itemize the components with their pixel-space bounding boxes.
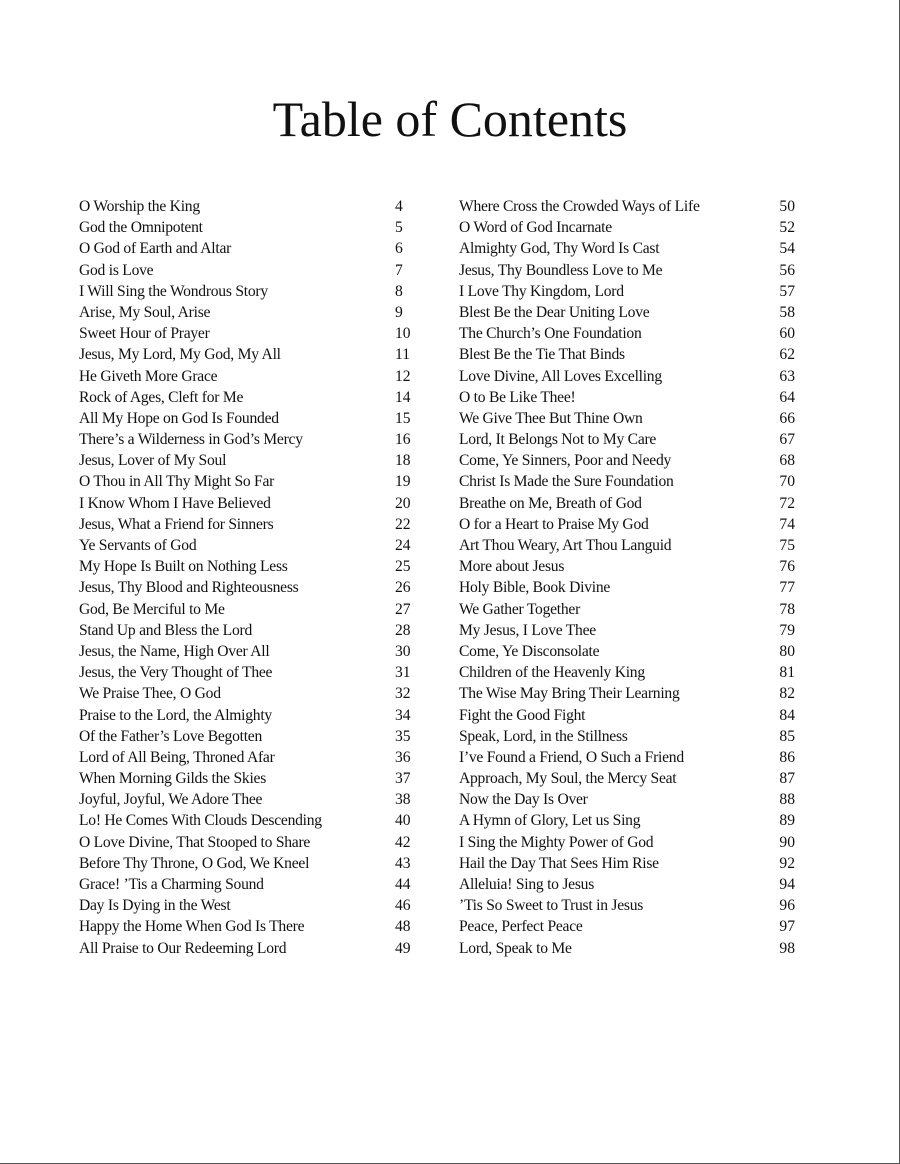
toc-entry: [79, 853, 409, 874]
toc-entry-title: God the Omnipotent: [79, 219, 203, 237]
toc-entry-title: Where Cross the Crowded Ways of Life: [459, 198, 700, 215]
toc-entry: [79, 789, 409, 810]
toc-entry-page: 56: [779, 261, 795, 279]
toc-entry-page: 75: [779, 537, 795, 554]
toc-entry: [79, 916, 409, 937]
toc-entry-title: Rock of Ages, Cleft for Me: [79, 388, 244, 406]
toc-entry: [459, 577, 795, 598]
toc-entry: [459, 853, 795, 874]
toc-entry-page: 67: [779, 431, 795, 449]
toc-entry-title: We Give Thee But Thine Own: [459, 409, 643, 427]
toc-entry-page: 80: [779, 642, 795, 660]
toc-entry-title: Come, Ye Sinners, Poor and Needy: [459, 452, 672, 470]
toc-left-column: [79, 196, 409, 959]
toc-entry-title: All Praise to Our Redeeming Lord: [79, 939, 287, 957]
toc-entry-title: God is Love: [79, 261, 154, 279]
toc-entry-title: I Love Thy Kingdom, Lord: [459, 282, 624, 300]
toc-entry-title: O Love Divine, That Stooped to Share: [79, 833, 311, 851]
toc-entry: [459, 641, 795, 662]
toc-entry-title: Children of the Heavenly King: [459, 664, 645, 682]
toc-entry: [459, 747, 795, 768]
toc-entry: [459, 514, 795, 535]
toc-entry-title: Jesus, the Name, High Over All: [79, 642, 270, 660]
toc-entry-page: 42: [395, 833, 411, 851]
toc-entry: [459, 916, 795, 937]
toc-entry-title: Alleluia! Sing to Jesus: [459, 876, 595, 893]
toc-entry-title: When Morning Gilds the Skies: [79, 770, 267, 788]
toc-entry: [459, 768, 795, 789]
toc-entry-title: We Praise Thee, O God: [79, 685, 221, 703]
toc-entry-title: Come, Ye Disconsolate: [459, 642, 600, 660]
toc-entry: [79, 514, 409, 535]
toc-entry: [459, 556, 795, 577]
toc-entry-title: There’s a Wilderness in God’s Mercy: [79, 431, 303, 449]
toc-entry: [459, 387, 795, 408]
toc-entry-title: Blest Be the Tie That Binds: [459, 346, 625, 364]
toc-entry-page: 36: [395, 748, 411, 766]
toc-entry-title: Happy the Home When God Is There: [79, 918, 305, 936]
toc-entry-page: 14: [395, 388, 411, 406]
toc-entry-page: 11: [395, 346, 411, 364]
toc-entry-page: 5: [395, 219, 403, 237]
toc-entry-title: Breathe on Me, Breath of God: [459, 494, 642, 512]
toc-entry-title: Jesus, Lover of My Soul: [79, 452, 227, 470]
toc-entry-title: Jesus, the Very Thought of Thee: [79, 664, 273, 682]
toc-entry-title: Jesus, What a Friend for Sinners: [79, 515, 274, 533]
toc-entry-page: 97: [779, 918, 795, 936]
toc-entry-page: 60: [779, 325, 795, 343]
toc-entry-title: Grace! ’Tis a Charming Sound: [79, 876, 264, 893]
toc-entry-page: 34: [395, 706, 411, 724]
toc-entry-page: 10: [395, 325, 411, 343]
toc-entry: [459, 832, 795, 853]
toc-entry-page: 98: [779, 939, 795, 957]
toc-entry: [79, 366, 409, 387]
toc-entry-title: O to Be Like Thee!: [459, 388, 576, 406]
toc-entry-page: 92: [779, 854, 795, 872]
toc-entry: [79, 535, 409, 556]
toc-entry-title: Art Thou Weary, Art Thou Languid: [459, 537, 672, 554]
toc-entry-title: Now the Day Is Over: [459, 791, 588, 809]
toc-entry: [79, 281, 409, 302]
toc-entry: [459, 874, 795, 895]
toc-entry: [79, 260, 409, 281]
toc-entry: [459, 323, 795, 344]
toc-entry-page: 68: [779, 452, 795, 470]
toc-entry-title: Lord, Speak to Me: [459, 939, 572, 957]
toc-entry: [459, 938, 795, 959]
toc-entry-page: 9: [395, 303, 403, 321]
toc-entry: [459, 705, 795, 726]
toc-entry: [459, 726, 795, 747]
toc-entry: [459, 429, 795, 450]
toc-entry-page: 46: [395, 897, 411, 915]
toc-entry-page: 15: [395, 409, 411, 427]
toc-entry-page: 30: [395, 642, 411, 660]
toc-entry: [79, 556, 409, 577]
toc-entry-page: 27: [395, 600, 411, 618]
toc-entry-title: O for a Heart to Praise My God: [459, 515, 649, 533]
toc-entry: [459, 471, 795, 492]
toc-entry-page: 81: [779, 664, 795, 682]
toc-entry: [459, 450, 795, 471]
toc-entry-title: Lord, It Belongs Not to My Care: [459, 431, 657, 449]
toc-entry-title: Peace, Perfect Peace: [459, 918, 583, 936]
toc-entry-title: I’ve Found a Friend, O Such a Friend: [459, 748, 684, 766]
toc-entry-title: Joyful, Joyful, We Adore Thee: [79, 791, 263, 809]
toc-entry-title: Before Thy Throne, O God, We Kneel: [79, 854, 310, 872]
toc-right-column: [459, 196, 795, 959]
toc-entry: [79, 832, 409, 853]
toc-entry-title: Approach, My Soul, the Mercy Seat: [459, 770, 677, 788]
toc-entry: [459, 535, 795, 556]
toc-entry-page: 25: [395, 558, 411, 576]
toc-entry-title: The Church’s One Foundation: [459, 325, 642, 343]
toc-entry-page: 24: [395, 537, 411, 554]
toc-entry: [79, 450, 409, 471]
toc-entry: [459, 789, 795, 810]
toc-entry-page: 4: [395, 198, 403, 215]
toc-entry-title: Holy Bible, Book Divine: [459, 579, 611, 597]
toc-entry-title: Sweet Hour of Prayer: [79, 325, 210, 343]
toc-entry-page: 85: [779, 727, 795, 745]
toc-entry-title: More about Jesus: [459, 558, 565, 576]
toc-entry: [459, 493, 795, 514]
toc-entry-page: 44: [395, 876, 411, 893]
toc-entry: [79, 577, 409, 598]
toc-entry: [459, 260, 795, 281]
toc-entry-page: 88: [779, 791, 795, 809]
toc-entry-page: 50: [779, 198, 795, 215]
toc-entry: [79, 895, 409, 916]
toc-entry: [79, 768, 409, 789]
toc-entry: [79, 641, 409, 662]
toc-entry-page: 31: [395, 664, 411, 682]
toc-entry: [79, 323, 409, 344]
toc-entry-page: 66: [779, 409, 795, 427]
toc-entry: [459, 895, 795, 916]
toc-entry-page: 19: [395, 473, 411, 491]
toc-entry-title: Speak, Lord, in the Stillness: [459, 727, 628, 745]
page-title: Table of Contents: [272, 91, 628, 147]
toc-entry-title: Day Is Dying in the West: [79, 897, 231, 915]
toc-entry: [79, 387, 409, 408]
toc-entry: [79, 683, 409, 704]
toc-entry: [79, 705, 409, 726]
toc-entry-page: 62: [779, 346, 795, 364]
toc-entry-title: Jesus, Thy Boundless Love to Me: [459, 261, 663, 279]
toc-entry-title: I Know Whom I Have Believed: [79, 494, 271, 512]
toc-entry-page: 76: [779, 558, 795, 576]
toc-entry-page: 89: [779, 812, 795, 830]
toc-entry-page: 43: [395, 854, 411, 872]
toc-entry-page: 63: [779, 367, 795, 385]
toc-entry-page: 35: [395, 727, 411, 745]
toc-entry: [459, 683, 795, 704]
toc-entry-title: Lo! He Comes With Clouds Descending: [79, 812, 322, 830]
toc-entry: [79, 874, 409, 895]
toc-entry-title: We Gather Together: [459, 600, 581, 618]
toc-entry-page: 90: [779, 833, 795, 851]
toc-entry-page: 84: [779, 706, 795, 724]
toc-entry-title: My Hope Is Built on Nothing Less: [79, 558, 288, 576]
toc-entry: [79, 599, 409, 620]
toc-entry: [459, 366, 795, 387]
toc-entry-title: The Wise May Bring Their Learning: [459, 685, 680, 703]
toc-entry: [79, 726, 409, 747]
toc-entry-title: O Worship the King: [79, 198, 200, 215]
toc-entry: [459, 810, 795, 831]
toc-entry-page: 12: [395, 367, 411, 385]
toc-entry: [459, 662, 795, 683]
toc-entry-page: 72: [779, 494, 795, 512]
toc-entry-page: 58: [779, 303, 795, 321]
toc-entry-page: 77: [779, 579, 795, 597]
toc-entry: [459, 238, 795, 259]
toc-entry-page: 52: [779, 219, 795, 237]
toc-entry: [459, 281, 795, 302]
toc-entry-title: I Sing the Mighty Power of God: [459, 833, 654, 851]
toc-entry: [79, 196, 409, 217]
toc-entry: [79, 620, 409, 641]
toc-entry: [79, 810, 409, 831]
toc-entry-page: 37: [395, 770, 411, 788]
toc-entry-title: Almighty God, Thy Word Is Cast: [459, 240, 660, 258]
toc-entry: [79, 471, 409, 492]
toc-entry-title: Stand Up and Bless the Lord: [79, 621, 252, 639]
toc-entry-title: I Will Sing the Wondrous Story: [79, 282, 268, 300]
toc-entry: [459, 599, 795, 620]
toc-entry-title: Arise, My Soul, Arise: [79, 303, 211, 321]
toc-entry: [79, 408, 409, 429]
toc-entry-page: 38: [395, 791, 411, 809]
toc-entry-title: Blest Be the Dear Uniting Love: [459, 303, 650, 321]
toc-entry-title: My Jesus, I Love Thee: [459, 621, 596, 639]
toc-entry-title: God, Be Merciful to Me: [79, 600, 225, 618]
toc-entry-page: 7: [395, 261, 403, 279]
toc-entry-title: Fight the Good Fight: [459, 706, 586, 724]
toc-entry-page: 57: [779, 282, 795, 300]
toc-entry: [79, 747, 409, 768]
toc-entry-page: 26: [395, 579, 411, 597]
toc-entry: [79, 344, 409, 365]
toc-entry-title: O Word of God Incarnate: [459, 219, 612, 237]
toc-entry-page: 8: [395, 282, 403, 300]
toc-entry-page: 94: [779, 876, 795, 893]
toc-entry-page: 18: [395, 452, 411, 470]
toc-entry: [79, 302, 409, 323]
toc-entry-page: 6: [395, 240, 403, 258]
toc-entry-page: 64: [779, 388, 795, 406]
toc-entry: [459, 302, 795, 323]
toc-entry-page: 78: [779, 600, 795, 618]
toc-entry-page: 22: [395, 515, 411, 533]
toc-entry-title: Lord of All Being, Throned Afar: [79, 748, 275, 766]
toc-entry: [459, 217, 795, 238]
toc-entry-title: ’Tis So Sweet to Trust in Jesus: [459, 897, 644, 915]
toc-entry-title: Of the Father’s Love Begotten: [79, 727, 263, 745]
toc-entry-title: Christ Is Made the Sure Foundation: [459, 473, 674, 491]
toc-entry: [459, 196, 795, 217]
toc-entry-page: 48: [395, 918, 411, 936]
toc-entry-title: A Hymn of Glory, Let us Sing: [459, 812, 641, 830]
toc-entry: [79, 938, 409, 959]
toc-entry-page: 87: [779, 770, 795, 788]
toc-entry-title: O Thou in All Thy Might So Far: [79, 473, 275, 491]
toc-entry-title: Ye Servants of God: [79, 537, 197, 554]
toc-entry: [79, 662, 409, 683]
toc-entry-title: Jesus, My Lord, My God, My All: [79, 346, 281, 364]
toc-entry: [79, 493, 409, 514]
toc-entry-page: 28: [395, 621, 411, 639]
toc-entry-page: 32: [395, 685, 411, 703]
toc-entry-page: 86: [779, 748, 795, 766]
toc-entry-title: Jesus, Thy Blood and Righteousness: [79, 579, 299, 597]
toc-entry: [459, 344, 795, 365]
toc-entry-page: 54: [779, 240, 795, 258]
toc-entry-title: All My Hope on God Is Founded: [79, 409, 279, 427]
toc-entry-page: 96: [779, 897, 795, 915]
toc-entry-page: 20: [395, 494, 411, 512]
toc-entry-title: He Giveth More Grace: [79, 367, 218, 385]
toc-entry: [79, 429, 409, 450]
toc-entry-page: 40: [395, 812, 411, 830]
toc-entry: [459, 620, 795, 641]
toc-entry: [79, 238, 409, 259]
toc-entry: [459, 408, 795, 429]
toc-entry: [79, 217, 409, 238]
toc-entry-title: O God of Earth and Altar: [79, 240, 232, 258]
toc-entry-page: 82: [779, 685, 795, 703]
toc-entry-page: 79: [779, 621, 795, 639]
toc-entry-title: Praise to the Lord, the Almighty: [79, 706, 272, 724]
toc-entry-page: 16: [395, 431, 411, 449]
toc-entry-page: 49: [395, 939, 411, 957]
toc-entry-title: Hail the Day That Sees Him Rise: [459, 854, 659, 872]
toc-entry-page: 74: [779, 515, 795, 533]
toc-entry-title: Love Divine, All Loves Excelling: [459, 367, 662, 385]
toc-entry-page: 70: [779, 473, 795, 491]
